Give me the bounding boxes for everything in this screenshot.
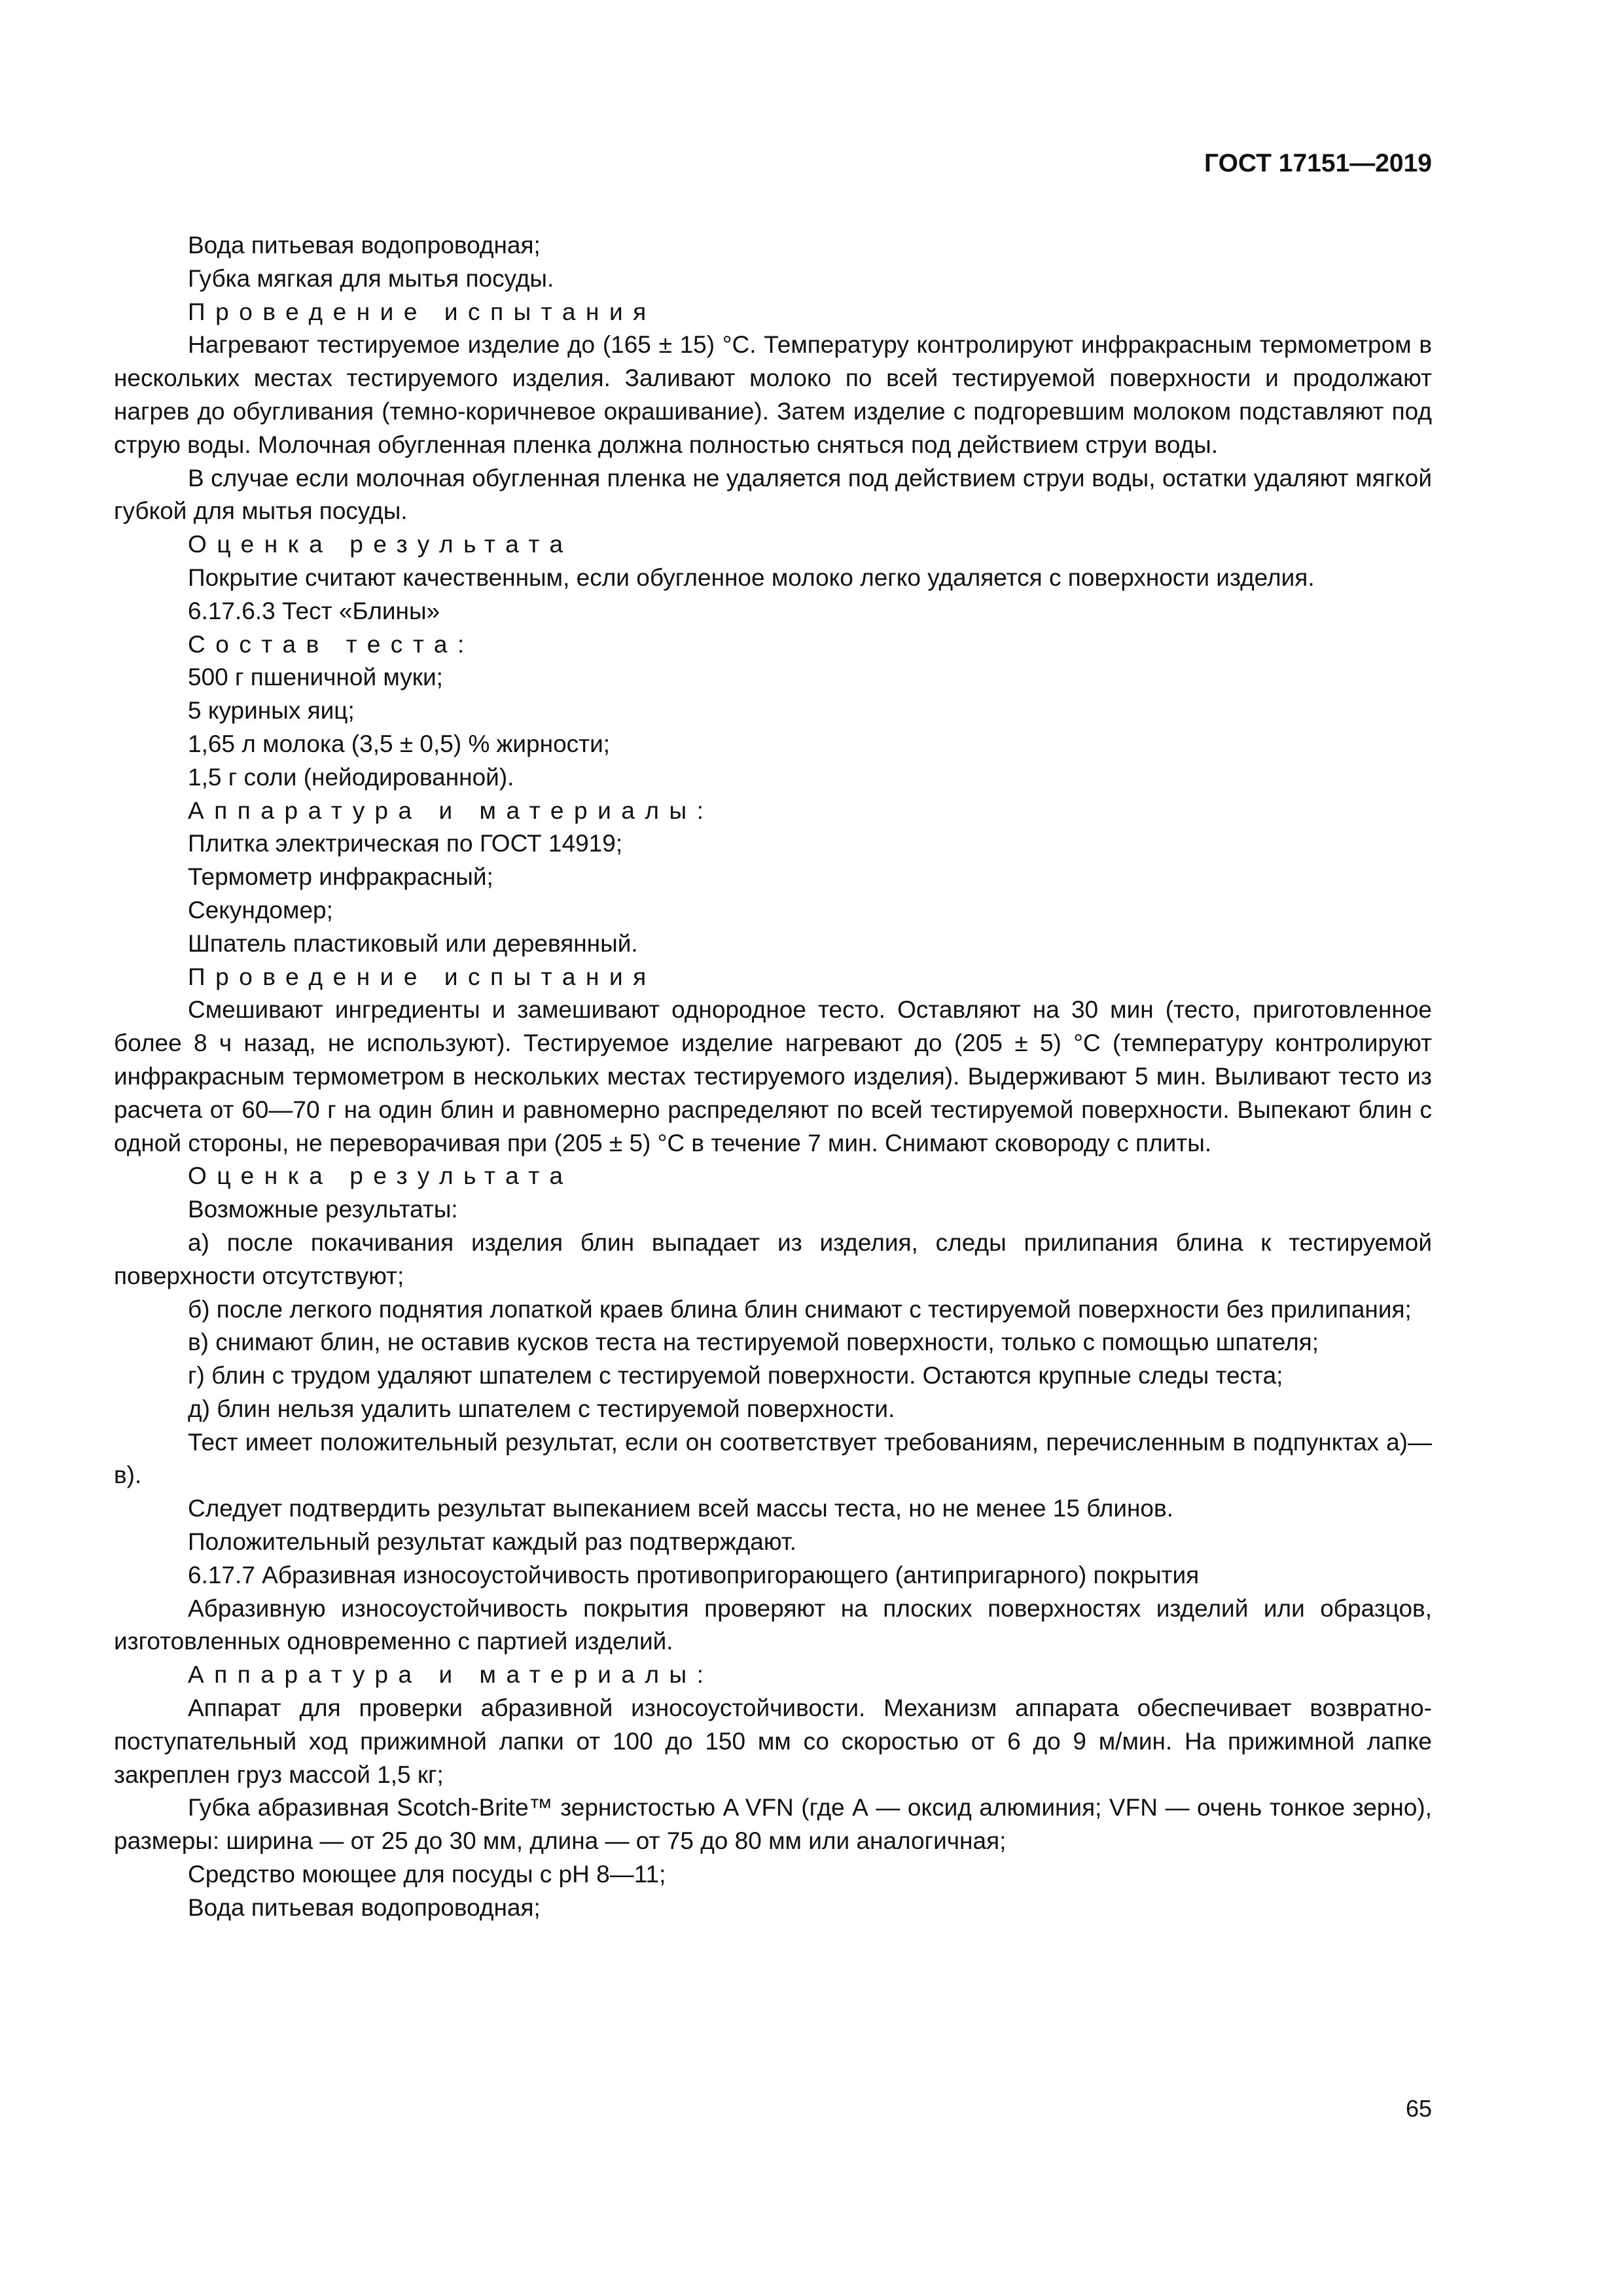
result-item: а) после покачивания изделия блин выпадает из изделия, следы прилипания блина к тестируемой поверхности отсутствуют; xyxy=(114,1229,1432,1289)
result-item: д) блин нельзя удалить шпателем с тестируемой поверхности. xyxy=(188,1395,895,1422)
result-item: б) после легкого поднятия лопаткой краев блина блин снимают с тестируемой поверхности без прилипания; xyxy=(188,1295,1412,1323)
material-item: Губка абразивная Scotch-Brite™ зернистостью A VFN (где А — оксид алюминия; VFN — очень тонкое зерно), размеры: ширина — от 25 до 30 мм, длина — от 75 до 80 мм или аналогичная; xyxy=(114,1794,1432,1855)
material-item: Вода питьевая водопроводная; xyxy=(188,232,541,259)
clause-heading: 6.17.7 Абразивная износоустойчивость противопригорающего (антипригарного) покрытия xyxy=(188,1561,1200,1588)
material-item: Плитка электрическая по ГОСТ 14919; xyxy=(188,830,623,857)
paragraph: Тест имеет положительный результат, если он соответствует требованиям, перечисленным в подпунктах а)—в). xyxy=(114,1428,1432,1489)
ingredient-item: 1,5 г соли (нейодированной). xyxy=(188,763,514,791)
document-code-header: ГОСТ 17151—2019 xyxy=(1204,149,1432,177)
section-subheading: Оценка результата xyxy=(188,1162,573,1190)
paragraph: В случае если молочная обугленная пленка не удаляется под действием струи воды, остатки удаляют мягкой губкой для мытья посуды. xyxy=(114,464,1432,525)
material-item: Секундомер; xyxy=(188,896,333,924)
material-item: Шпатель пластиковый или деревянный. xyxy=(188,929,638,957)
paragraph: Абразивную износоустойчивость покрытия проверяют на плоских поверхностях изделий или образцов, изготовленных одновременно с партией изделий. xyxy=(114,1594,1432,1655)
paragraph: Возможные результаты: xyxy=(188,1196,458,1223)
paragraph: Смешивают ингредиенты и замешивают однородное тесто. Оставляют на 30 мин (тесто, приготовленное более 8 ч назад, не используют). Тестируемое изделие нагревают до (205 ± 5) °С (температуру контролируют инфракрасным термометром в нескольких местах тестируемого изделия). Выдерживают 5 мин. Выливают тесто из расчета от 60—70 г на один блин и равномерно распределяют по всей тестируемой поверхности. Выпекают блин с одной стороны, не переворачивая при (205 ± 5) °С в течение 7 мин. Снимают сковороду с плиты. xyxy=(114,996,1432,1157)
material-item: Термометр инфракрасный; xyxy=(188,863,493,891)
section-subheading: Проведение испытания xyxy=(188,963,656,990)
result-item: г) блин с трудом удаляют шпателем с тестируемой поверхности. Остаются крупные следы теста; xyxy=(188,1362,1283,1390)
paragraph: Следует подтвердить результат выпеканием всей массы теста, но не менее 15 блинов. xyxy=(188,1495,1173,1522)
section-subheading: Проведение испытания xyxy=(188,298,656,325)
ingredient-item: 500 г пшеничной муки; xyxy=(188,664,443,691)
section-subheading: Оценка результата xyxy=(188,531,573,558)
result-item: в) снимают блин, не оставив кусков теста на тестируемой поверхности, только с помощью шпателя; xyxy=(188,1329,1319,1356)
material-item: Средство моющее для посуды с pH 8—11; xyxy=(188,1861,666,1888)
clause-heading: 6.17.6.3 Тест «Блины» xyxy=(188,597,440,624)
section-subheading: Аппаратура и материалы: xyxy=(188,797,714,824)
material-item: Губка мягкая для мытья посуды. xyxy=(188,264,554,292)
paragraph: Нагревают тестируемое изделие до (165 ± 15) °С. Температуру контролируют инфракрасным термометром в нескольких местах тестируемого изделия. Заливают молоко по всей тестируемой поверхности и продолжают нагрев до обугливания (темно-коричневое окрашивание). Затем изделие с подгоревшим молоком подставляют под струю воды. Молочная обугленная пленка должна полностью сняться под действием струи воды. xyxy=(114,331,1432,458)
document-body xyxy=(114,229,1432,1925)
material-item: Аппарат для проверки абразивной износоустойчивости. Механизм аппарата обеспечивает возвратно-поступательный ход прижимной лапки от 100 до 150 мм со скоростью от 6 до 9 м/мин. На прижимной лапке закреплен груз массой 1,5 кг; xyxy=(114,1695,1432,1788)
ingredient-item: 5 куриных яиц; xyxy=(188,697,355,725)
section-subheading: Состав теста: xyxy=(188,630,474,658)
paragraph: Покрытие считают качественным, если обугленное молоко легко удаляется с поверхности изделия. xyxy=(188,564,1315,591)
material-item: Вода питьевая водопроводная; xyxy=(188,1893,541,1921)
section-subheading: Аппаратура и материалы: xyxy=(188,1661,714,1689)
paragraph: Положительный результат каждый раз подтверждают. xyxy=(188,1528,796,1556)
page-number: 65 xyxy=(1405,2095,1432,2122)
ingredient-item: 1,65 л молока (3,5 ± 0,5) % жирности; xyxy=(188,730,611,757)
